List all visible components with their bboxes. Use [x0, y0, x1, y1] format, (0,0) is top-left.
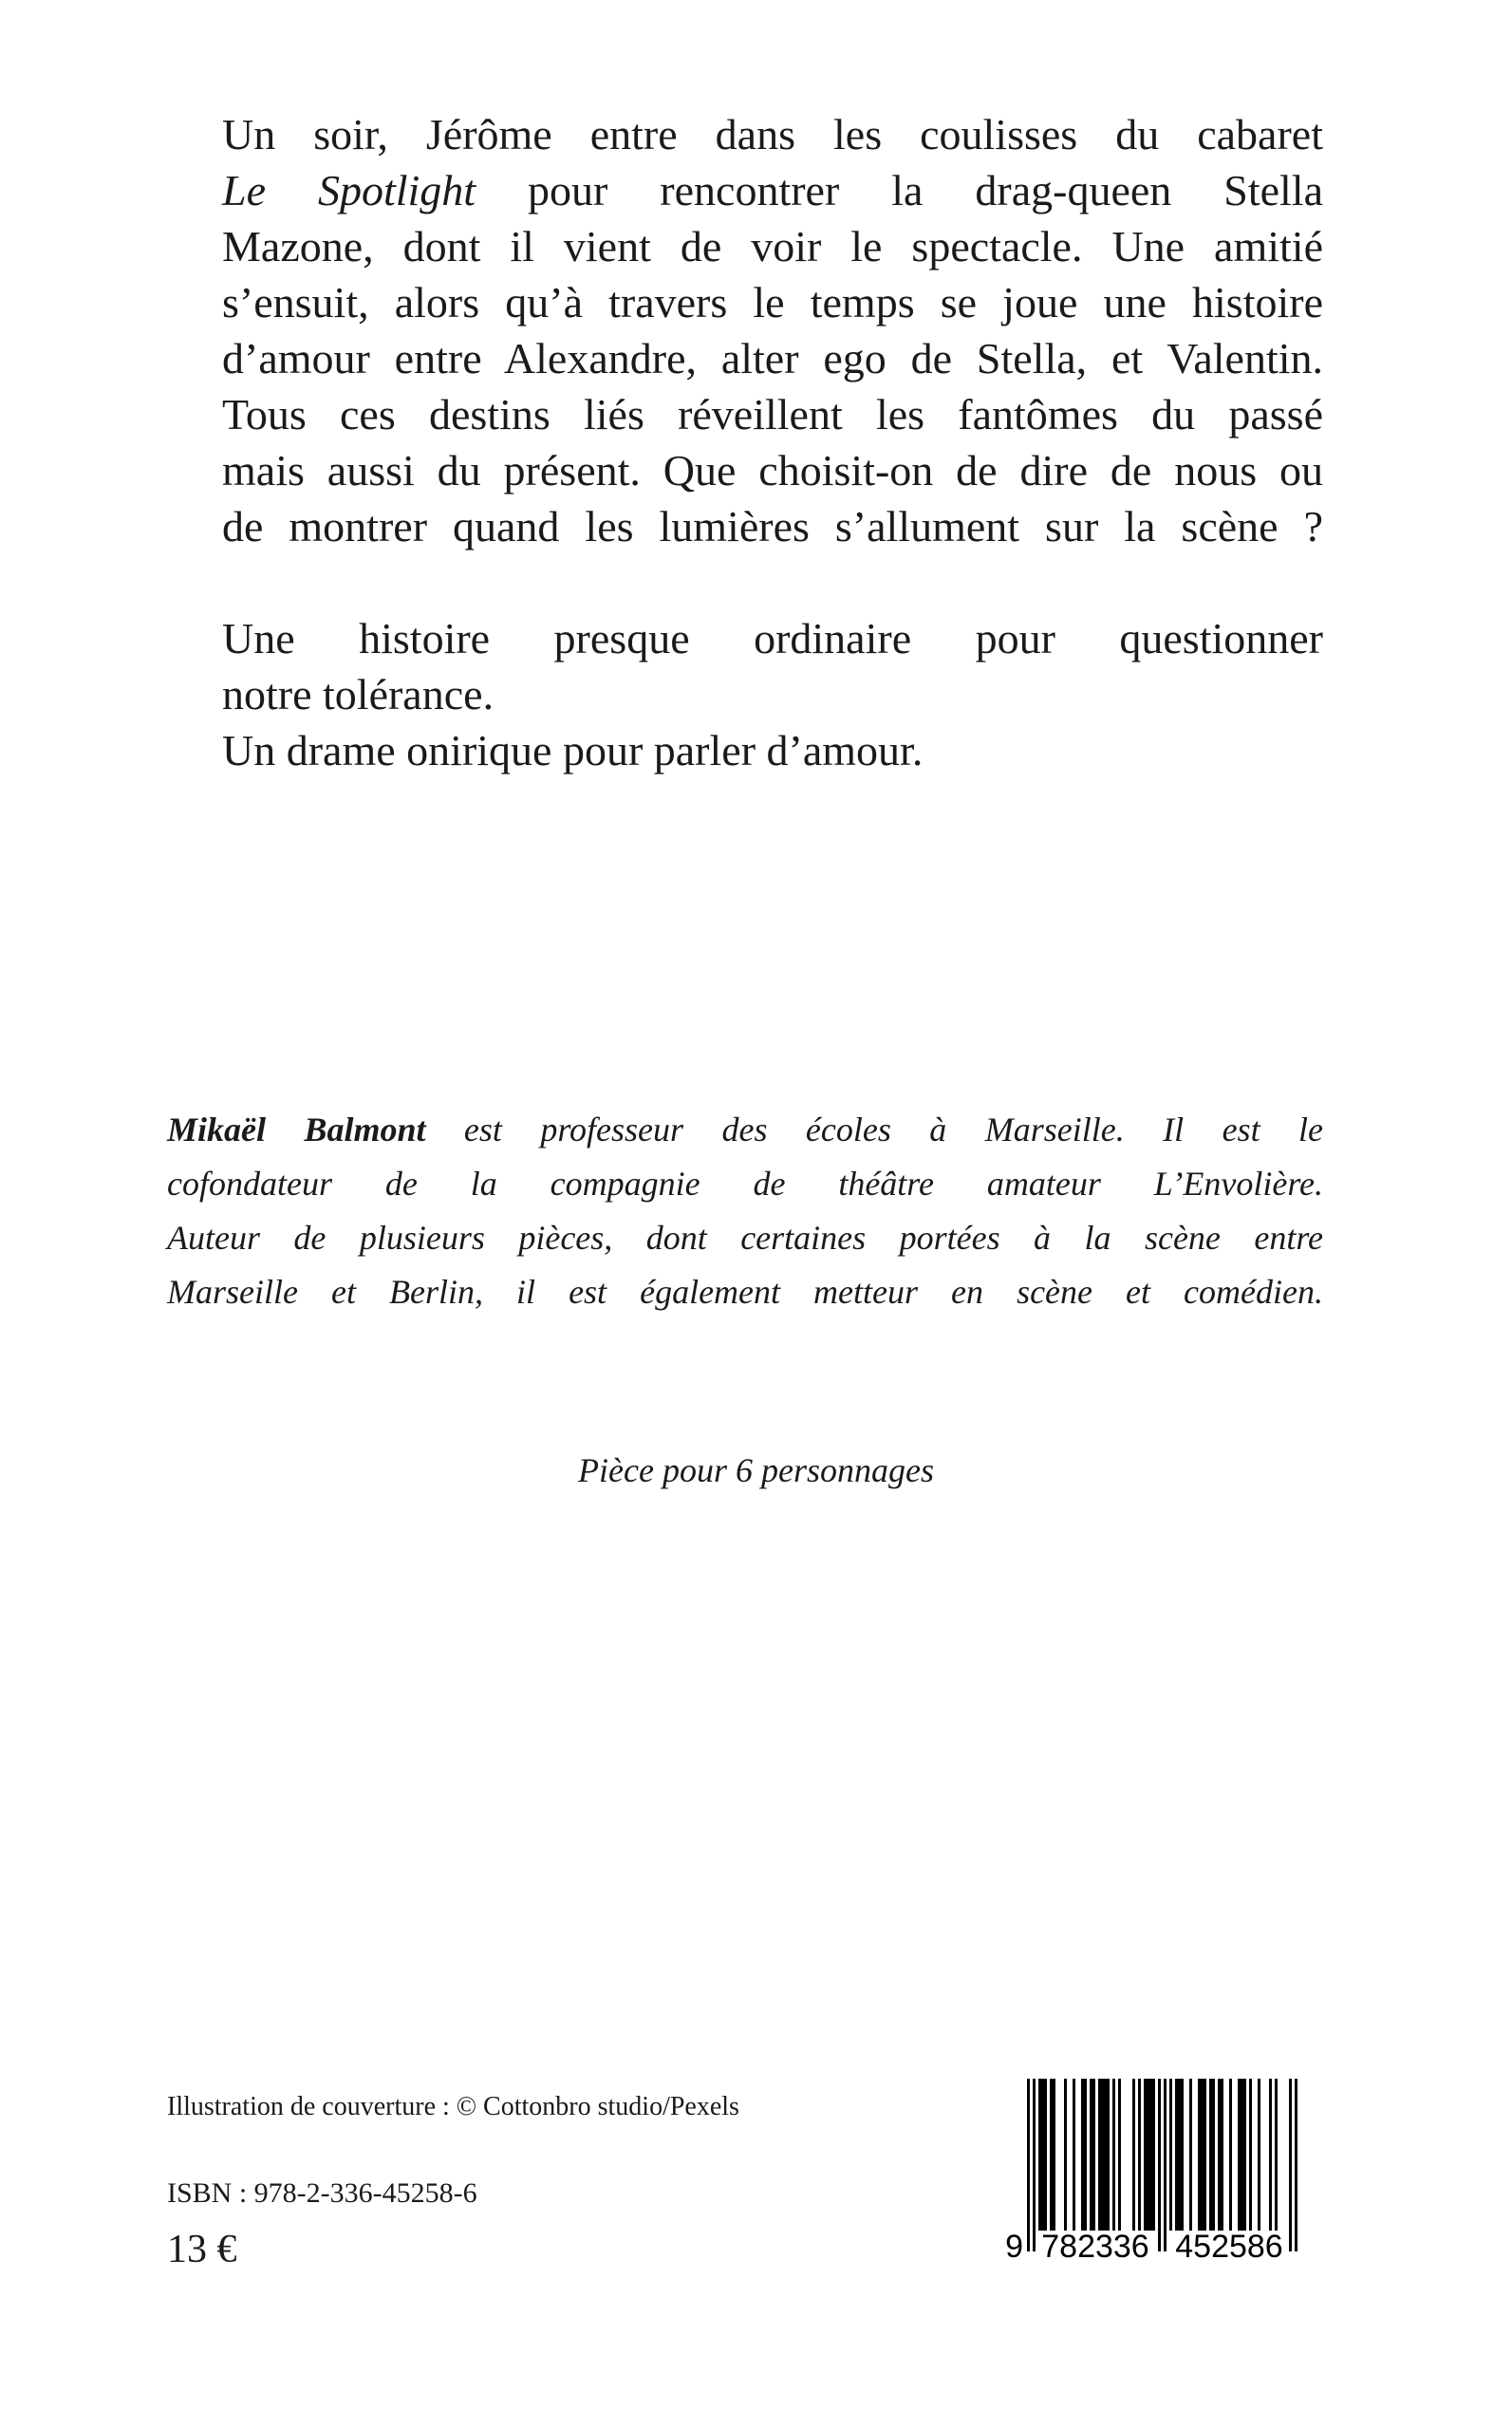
barcode-bar [1189, 2079, 1192, 2231]
barcode-digits: 9 [1005, 2229, 1023, 2265]
blurb-line: Un drame onirique pour parler d’amour. [222, 726, 924, 775]
blurb-line: s’ensuit, alors qu’à travers le temps se joue une histoire [222, 278, 1323, 327]
isbn: ISBN : 978-2-336-45258-6 [167, 2177, 477, 2209]
blurb-line: notre tolérance. [222, 670, 495, 719]
barcode-bar [1289, 2079, 1292, 2251]
isbn-barcode [1005, 2079, 1312, 2265]
barcode-bar [1249, 2079, 1252, 2231]
barcode-bar [1295, 2079, 1297, 2251]
barcode-bar [1169, 2079, 1172, 2231]
barcode-bar [1164, 2079, 1167, 2251]
barcode-bar [1229, 2079, 1232, 2231]
barcode-bar [1152, 2079, 1155, 2231]
author-bio [167, 1103, 1323, 1319]
barcode-bar [1064, 2079, 1067, 2231]
bio-line: Mikaël Balmont est professeur des écoles à Marseille. Il est le [167, 1111, 1323, 1148]
barcode-bar [1090, 2079, 1092, 2231]
barcode-bar [1132, 2079, 1135, 2231]
barcode-bar [1112, 2079, 1115, 2231]
barcode-bar [1198, 2079, 1201, 2231]
barcode-bar [1149, 2079, 1152, 2231]
barcode-bar [1098, 2079, 1101, 2231]
barcode-bar [1107, 2079, 1110, 2231]
barcode-bar [1269, 2079, 1272, 2231]
barcode-bar [1101, 2079, 1104, 2231]
cover-credit: Illustration de couverture : © Cottonbro studio/Pexels [167, 2092, 739, 2121]
blurb-line: Mazone, dont il vient de voir le spectacle. Une amitié [222, 222, 1323, 271]
barcode-bar [1041, 2079, 1044, 2231]
barcode-bar [1104, 2079, 1107, 2231]
blurb-line: d’amour entre Alexandre, alter ego de Stella, et Valentin. [222, 334, 1323, 383]
barcode-bar [1081, 2079, 1084, 2231]
barcode-bar [1138, 2079, 1141, 2231]
barcode-bar [1027, 2079, 1030, 2251]
blurb-line: Tous ces destins liés réveillent les fantômes du passé [222, 390, 1323, 439]
barcode-bar [1218, 2079, 1221, 2231]
barcode-bar [1181, 2079, 1184, 2231]
barcode-bar [1033, 2079, 1036, 2251]
blurb-line: mais aussi du présent. Que choisit-on de dire de nous ou [222, 446, 1323, 495]
barcode-bar [1118, 2079, 1121, 2231]
barcode-bar [1158, 2079, 1161, 2251]
blurb-line: Le Spotlight pour rencontrer la drag-queen Stella [222, 166, 1323, 215]
barcode-bar [1044, 2079, 1047, 2231]
barcode-bar [1092, 2079, 1095, 2231]
bio-line: Auteur de plusieurs pièces, dont certaines portées à la scène entre [167, 1219, 1323, 1257]
barcode-bar [1038, 2079, 1041, 2231]
barcode-bar [1144, 2079, 1147, 2231]
price: 13 € [167, 2228, 237, 2271]
barcode-bar [1178, 2079, 1181, 2231]
blurb-line: Une histoire presque ordinaire pour questionner [222, 614, 1323, 663]
barcode-bar [1084, 2079, 1087, 2231]
bio-line: cofondateur de la compagnie de théâtre amateur L’Envolière. [167, 1165, 1323, 1203]
barcode-bar [1201, 2079, 1204, 2231]
barcode-bar [1258, 2079, 1260, 2231]
barcode-bar [1221, 2079, 1223, 2231]
cabaret-name: Le Spotlight [222, 166, 476, 215]
barcode-bar [1073, 2079, 1075, 2231]
blurb-line: de montrer quand les lumières s’allument sur la scène ? [222, 502, 1323, 551]
barcode-bar [1241, 2079, 1243, 2231]
barcode-bar [1212, 2079, 1215, 2231]
barcode-bar [1175, 2079, 1178, 2231]
barcode-bar [1209, 2079, 1212, 2231]
barcode-bar [1053, 2079, 1055, 2231]
barcode-bar [1243, 2079, 1246, 2231]
blurb-line: Un soir, Jérôme entre dans les coulisses du cabaret [222, 110, 1323, 159]
barcode-bar [1204, 2079, 1206, 2231]
cast-note: Pièce pour 6 personnages [578, 1451, 934, 1489]
barcode-bar [1238, 2079, 1241, 2231]
back-cover-blurb [222, 106, 1323, 778]
barcode-bar [1275, 2079, 1278, 2231]
barcode-digits: 782336 [1041, 2229, 1149, 2265]
author-name: Mikaël Balmont [167, 1111, 426, 1148]
barcode-bar [1147, 2079, 1149, 2231]
barcode-digits: 452586 [1175, 2229, 1283, 2265]
bio-line: Marseille et Berlin, il est également metteur en scène et comédien. [167, 1273, 1323, 1311]
barcode-bar [1050, 2079, 1053, 2231]
